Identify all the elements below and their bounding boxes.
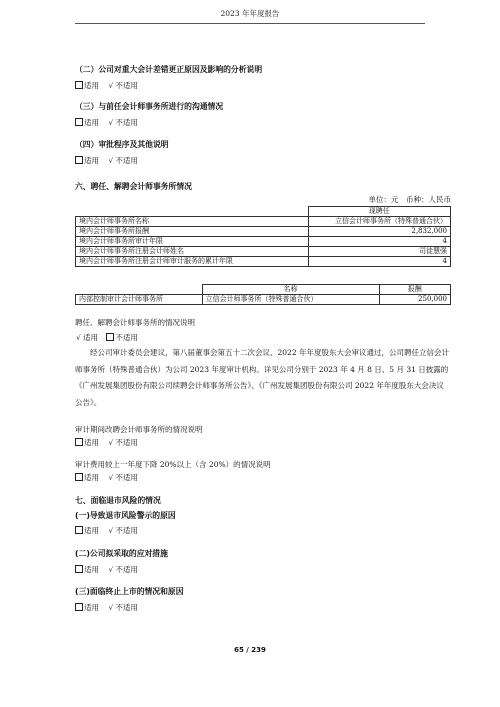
option-row-7-2: 适用 √ 不适用 bbox=[75, 564, 138, 575]
option-row-3: 适用 √ 不适用 bbox=[75, 117, 138, 128]
checkbox-empty-icon bbox=[106, 333, 114, 341]
change-title: 审计期间改聘会计师事务所的情况说明 bbox=[75, 425, 203, 434]
checkbox-empty-icon bbox=[75, 565, 83, 573]
option-row-appoint: √ 适用 不适用 bbox=[76, 333, 138, 342]
fee-drop-title: 审计费用较上一年度下降 20%以上（含 20%）的情况说明 bbox=[75, 460, 271, 469]
table-row bbox=[76, 227, 451, 237]
section-heading-7: 七、面临退市风险的情况 bbox=[75, 496, 161, 505]
checkmark-icon: √ bbox=[108, 82, 114, 90]
table-cell-label: 境内会计师事务所名称 bbox=[76, 217, 309, 227]
page-header: 2023 年年度报告 bbox=[220, 9, 280, 18]
checkmark-icon: √ bbox=[108, 474, 114, 482]
checkbox-empty-icon bbox=[75, 438, 83, 446]
page-number: 65 / 239 bbox=[234, 646, 266, 654]
option-row-4: 适用 √ 不适用 bbox=[75, 155, 138, 166]
section-heading-2: （二）公司对重大会计差错更正原因及影响的分析说明 bbox=[75, 65, 263, 74]
appoint-paragraph: 经公司审计委员会建议，第八届董事会第五十二次会议、2022 年年度股东大会审议通过，公司聘任立信会计师事务所（特殊普通合伙）为公司 2023 年度审计机构。详见公司分别于 2023 年 4 月 8 日、5 月 31 日披露的《广州发展集团股份有限公司续聘会计师事务所公告》、《广州发展集团股份有限公司 2022 年年度股东大会决议公告》。 bbox=[75, 348, 449, 407]
unit-line: 单位：元 币种：人民币 bbox=[368, 195, 451, 204]
table-row bbox=[76, 247, 451, 257]
subsection-heading-7-1: (一)导致退市风险警示的原因 bbox=[75, 511, 176, 520]
checkbox-empty-icon bbox=[75, 526, 83, 534]
table-cell-label: 境内会计师事务所注册会计师姓名 bbox=[76, 247, 309, 257]
table-header-cell: 报酬 bbox=[379, 285, 451, 295]
checkmark-icon: √ bbox=[108, 527, 114, 535]
checkbox-empty-icon bbox=[75, 473, 83, 481]
checkbox-empty-icon bbox=[75, 603, 83, 611]
checkbox-empty-icon bbox=[75, 81, 83, 89]
table-header-cell: 名称 bbox=[202, 285, 379, 295]
table-cell-label: 境内会计师事务所注册会计师审计服务的累计年限 bbox=[76, 257, 309, 267]
table-cell-value: 2,832,000 bbox=[308, 227, 451, 237]
table-cell-value: 4 bbox=[308, 237, 451, 247]
checkbox-empty-icon bbox=[75, 118, 83, 126]
table-cell-value: 4 bbox=[308, 257, 451, 267]
table-row bbox=[76, 237, 451, 247]
table-cell-label: 内部控制审计会计师事务所 bbox=[76, 295, 203, 305]
checkmark-icon: √ bbox=[108, 119, 114, 127]
table-row bbox=[76, 295, 451, 305]
checkmark-icon: √ bbox=[76, 334, 81, 342]
option-row-7-1: 适用 √ 不适用 bbox=[75, 525, 138, 536]
option-row-change: 适用 √ 不适用 bbox=[75, 437, 138, 448]
internal-control-table bbox=[75, 284, 451, 305]
option-row-fee-drop: 适用 √ 不适用 bbox=[75, 472, 138, 483]
header-divider bbox=[75, 23, 425, 24]
table-cell-name: 立信会计师事务所（特殊普通合伙） bbox=[202, 295, 379, 305]
option-row-7-3: 适用 √ 不适用 bbox=[75, 602, 138, 613]
checkmark-icon: √ bbox=[108, 157, 114, 165]
table-cell-label: 境内会计师事务所报酬 bbox=[76, 227, 309, 237]
table-row bbox=[76, 217, 451, 227]
section-heading-3: （三）与前任会计师事务所进行的沟通情况 bbox=[75, 102, 224, 111]
table-cell-value: 司徒慧强 bbox=[308, 247, 451, 257]
table-cell-label: 境内会计师事务所审计年限 bbox=[76, 237, 309, 247]
section-heading-4: （四）审批程序及其他说明 bbox=[75, 140, 169, 149]
table-header-row bbox=[76, 285, 451, 295]
table-row bbox=[76, 257, 451, 267]
section-heading-6: 六、聘任、解聘会计师事务所情况 bbox=[75, 182, 192, 191]
appoint-title: 聘任、解聘会计师事务所的情况说明 bbox=[75, 318, 195, 327]
subsection-heading-7-2: (二)公司拟采取的应对措施 bbox=[75, 549, 168, 558]
checkmark-icon: √ bbox=[108, 566, 114, 574]
table-header-row bbox=[76, 207, 451, 217]
subsection-heading-7-3: (三)面临终止上市的情况和原因 bbox=[75, 587, 184, 596]
checkbox-empty-icon bbox=[75, 156, 83, 164]
checkmark-icon: √ bbox=[108, 604, 114, 612]
option-row-2: 适用 √ 不适用 bbox=[75, 80, 138, 91]
table-header-cell: 现聘任 bbox=[308, 207, 451, 217]
table-cell-fee: 250,000 bbox=[379, 295, 451, 305]
auditor-table bbox=[75, 206, 451, 267]
checkmark-icon: √ bbox=[108, 439, 114, 447]
table-cell-value: 立信会计师事务所（特殊普通合伙） bbox=[308, 217, 451, 227]
